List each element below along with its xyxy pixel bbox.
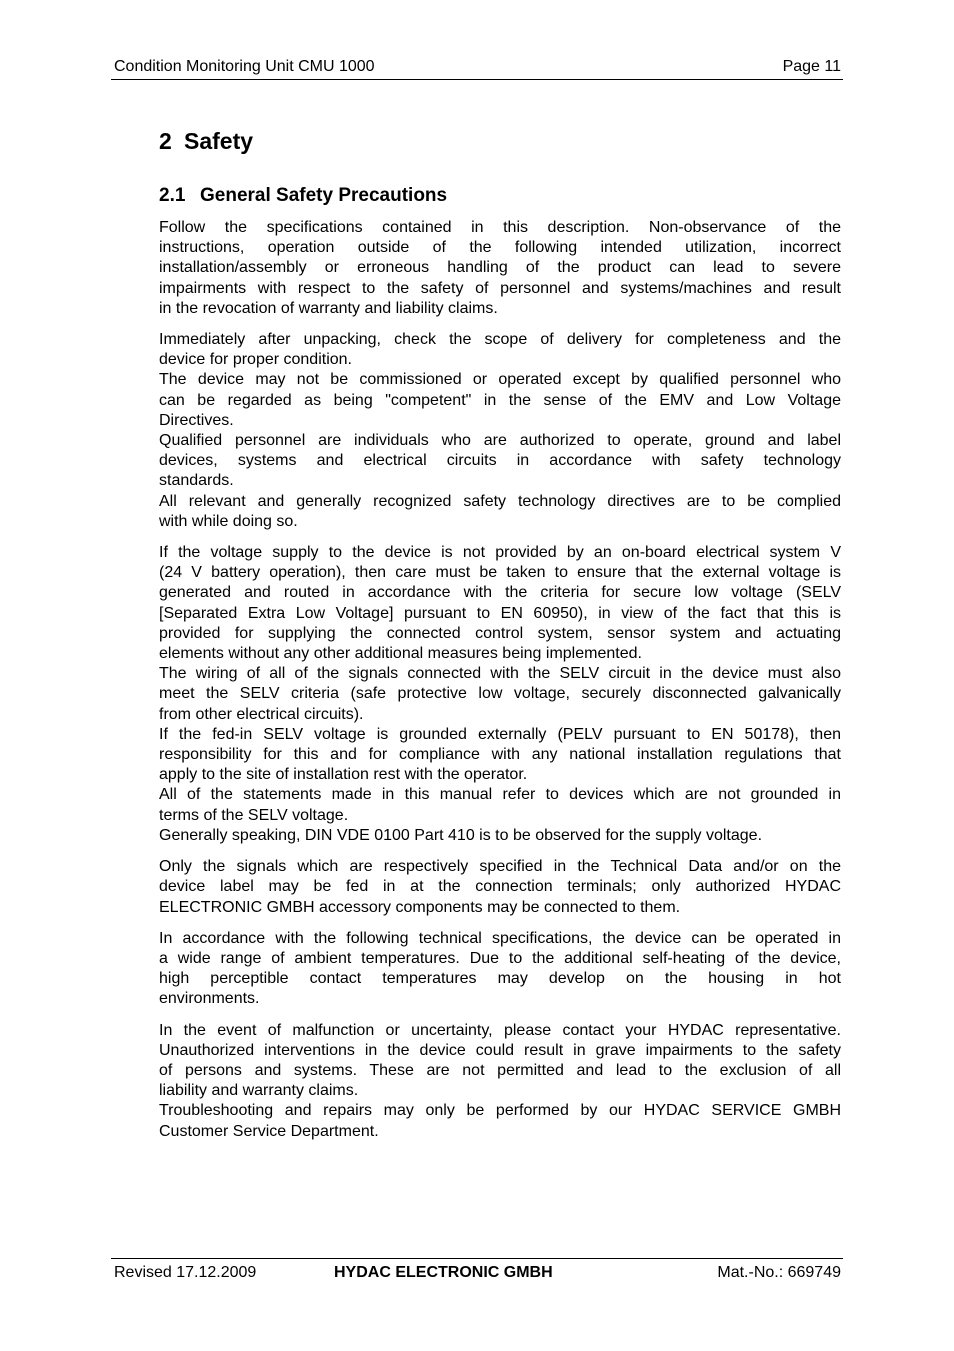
paragraph-line: provided for supplying the connected control system, sensor system and actuating bbox=[159, 624, 841, 642]
paragraph-line: All of the statements made in this manual refer to devices which are not grounded in bbox=[159, 786, 841, 804]
paragraph-line: If the voltage supply to the device is not provided by an on-board electrical system V bbox=[159, 544, 841, 562]
footer-company: HYDAC ELECTRONIC GMBH bbox=[334, 1264, 553, 1281]
paragraph bbox=[159, 857, 841, 918]
paragraph-line: terms of the SELV voltage. bbox=[159, 806, 349, 824]
paragraph bbox=[159, 929, 841, 1010]
paragraph-line: In the event of malfunction or uncertainty, please contact your HYDAC representative. bbox=[159, 1021, 841, 1039]
body-text bbox=[159, 218, 841, 1153]
paragraph-line: high perceptible contact temperatures may develop on the housing in hot bbox=[159, 970, 841, 988]
paragraph-line: Qualified personnel are individuals who are authorized to operate, ground and label bbox=[159, 432, 841, 450]
paragraph-line: instructions, operation outside of the following intended utilization, incorrect bbox=[159, 239, 841, 257]
paragraph-line: apply to the site of installation rest with the operator. bbox=[159, 766, 528, 784]
paragraph-line: standards. bbox=[159, 472, 234, 490]
paragraph-line: device for proper condition. bbox=[159, 351, 352, 369]
paragraph-line: a wide range of ambient temperatures. Due to the additional self-heating of the device, bbox=[159, 949, 841, 967]
section-number: 2 bbox=[159, 128, 172, 154]
paragraph-line: Only the signals which are respectively specified in the Technical Data and/or on the bbox=[159, 858, 841, 876]
paragraph-line: generated and routed in accordance with the criteria for secure low voltage (SELV bbox=[159, 584, 841, 602]
paragraph-line: Customer Service Department. bbox=[159, 1122, 379, 1140]
paragraph-line: Generally speaking, DIN VDE 0100 Part 410 is to be observed for the supply voltage. bbox=[159, 826, 763, 844]
paragraph-line: with while doing so. bbox=[159, 512, 298, 530]
paragraph bbox=[159, 1021, 841, 1142]
footer-revised: Revised 17.12.2009 bbox=[114, 1264, 257, 1281]
paragraph-line: [Separated Extra Low Voltage] pursuant to EN 60950), in view of the fact that this is bbox=[159, 604, 841, 622]
paragraph-line: Unauthorized interventions in the device could result in grave impairments to the safety bbox=[159, 1041, 841, 1059]
paragraph-line: If the fed-in SELV voltage is grounded externally (PELV pursuant to EN 50178), then bbox=[159, 725, 841, 743]
paragraph bbox=[159, 218, 841, 319]
paragraph-line: of persons and systems. These are not permitted and lead to the exclusion of all bbox=[159, 1061, 841, 1079]
header-title: Condition Monitoring Unit CMU 1000 bbox=[114, 58, 375, 75]
paragraph-line: The device may not be commissioned or operated except by qualified personnel who bbox=[159, 371, 841, 389]
section-heading bbox=[159, 128, 253, 155]
paragraph-line: All relevant and generally recognized safety technology directives are to be complied bbox=[159, 492, 841, 510]
paragraph bbox=[159, 543, 841, 846]
section-title: Safety bbox=[184, 128, 254, 154]
page-header bbox=[111, 57, 843, 80]
page-footer bbox=[111, 1258, 843, 1285]
paragraph-line: elements without any other additional measures being implemented. bbox=[159, 645, 642, 663]
paragraph-line: Follow the specifications contained in this description. Non-observance of the bbox=[159, 219, 841, 236]
paragraph-line: meet the SELV criteria (safe protective low voltage, securely disconnected galvanically bbox=[159, 685, 841, 703]
paragraph-line: Directives. bbox=[159, 411, 234, 429]
subsection-heading bbox=[159, 185, 447, 207]
paragraph-line: (24 V battery operation), then care must be taken to ensure that the external voltage is bbox=[159, 564, 841, 582]
header-page-number: Page 11 bbox=[782, 58, 841, 75]
paragraph-line: In accordance with the following technical specifications, the device can be operated in bbox=[159, 929, 841, 947]
paragraph-line: installation/assembly or erroneous handling of the product can lead to severe bbox=[159, 259, 841, 277]
paragraph-line: liability and warranty claims. bbox=[159, 1082, 359, 1100]
footer-mat-no: Mat.-No.: 669749 bbox=[717, 1264, 841, 1281]
paragraph-line: can be regarded as being "competent" in the sense of the EMV and Low Voltage bbox=[159, 391, 841, 409]
paragraph-line: impairments with respect to the safety of personnel and systems/machines and result bbox=[159, 279, 841, 297]
paragraph-line: in the revocation of warranty and liability claims. bbox=[159, 299, 498, 317]
paragraph-line: Immediately after unpacking, check the scope of delivery for completeness and the bbox=[159, 331, 841, 349]
paragraph-line: environments. bbox=[159, 990, 260, 1008]
paragraph-line: responsibility for this and for compliance with any national installation regulations that bbox=[159, 746, 841, 764]
paragraph-line: ELECTRONIC GMBH accessory components may be connected to them. bbox=[159, 898, 681, 916]
paragraph-line: from other electrical circuits). bbox=[159, 705, 364, 723]
paragraph-line: devices, systems and electrical circuits in accordance with safety technology bbox=[159, 452, 841, 470]
paragraph-line: Troubleshooting and repairs may only be performed by our HYDAC SERVICE GMBH bbox=[159, 1102, 841, 1120]
subsection-number: 2.1 bbox=[159, 185, 186, 206]
paragraph-line: device label may be fed in at the connection terminals; only authorized HYDAC bbox=[159, 878, 841, 896]
paragraph-line: The wiring of all of the signals connected with the SELV circuit in the device must also bbox=[159, 665, 841, 683]
paragraph bbox=[159, 330, 841, 532]
subsection-title: General Safety Precautions bbox=[200, 185, 448, 206]
